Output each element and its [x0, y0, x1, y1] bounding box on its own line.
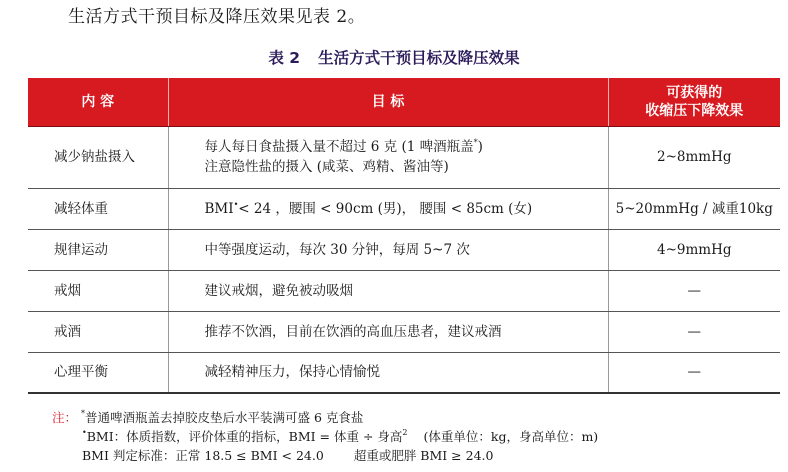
lifestyle-intervention-table	[28, 78, 780, 394]
table-row	[28, 270, 780, 311]
goal-bmi-text: < 24 ，腰围 < 90cm (男)， 腰围 < 85cm (女)	[238, 200, 533, 217]
row-effect: —	[608, 311, 780, 352]
table-header-row	[28, 78, 780, 126]
table-row	[28, 188, 780, 229]
note2-text: BMI：体质指数，评价体重的指标，BMI = 体重 ÷ 身高	[86, 429, 403, 444]
note-line-3	[52, 446, 598, 465]
footnote-marker-star: *	[473, 138, 478, 147]
row-content: 规律运动	[28, 229, 168, 270]
row-effect: 2~8mmHg	[608, 126, 780, 188]
note2-superscript: 2	[402, 428, 408, 437]
header-effect-line2: 收缩压下降效果	[645, 102, 744, 119]
note-line-2	[52, 427, 598, 446]
footnote-marker-dot: •	[233, 199, 239, 209]
row-goal: 中等强度运动，每次 30 分钟，每周 5~7 次	[168, 229, 608, 270]
header-content: 内 容	[28, 78, 168, 126]
note3-overweight: 超重或肥胖 BMI ≥ 24.0	[353, 448, 494, 463]
note1-marker: *	[81, 409, 86, 418]
notes-label: 注：	[52, 410, 78, 425]
table-row	[28, 126, 780, 188]
row-goal: 推荐不饮酒，目前在饮酒的高血压患者，建议戒酒	[168, 311, 608, 352]
row-goal	[168, 126, 608, 188]
table-notes	[52, 408, 598, 465]
row-content: 心理平衡	[28, 352, 168, 393]
row-effect: —	[608, 352, 780, 393]
note1-text: 普通啤酒瓶盖去掉胶皮垫后水平装满可盛 6 克食盐	[85, 410, 364, 425]
note2-units: (体重单位：kg，身高单位：m)	[423, 429, 599, 444]
table-row	[28, 352, 780, 393]
table-row	[28, 229, 780, 270]
row-goal-line1	[205, 137, 608, 157]
row-goal: 建议戒烟，避免被动吸烟	[168, 270, 608, 311]
goal-bmi-label: BMI	[204, 200, 234, 217]
table-row	[28, 311, 780, 352]
note3-standard: BMI 判定标准：正常 18.5 ≤ BMI < 24.0	[82, 448, 324, 463]
note-line-1	[52, 408, 598, 427]
row-effect: 5~20mmHg / 减重10kg	[608, 188, 780, 229]
row-content: 戒烟	[28, 270, 168, 311]
goal-line1-close: )	[477, 139, 483, 155]
row-content: 减轻体重	[28, 188, 168, 229]
header-effect	[608, 78, 780, 126]
goal-line1-text: 每人每日食盐摄入量不超过 6 克 (1 啤酒瓶盖	[204, 139, 474, 155]
row-goal: 减轻精神压力，保持心情愉悦	[168, 352, 608, 393]
row-goal-line2: 注意隐性盐的摄入 (咸菜、鸡精、酱油等)	[204, 159, 449, 175]
table-title: 生活方式干预目标及降压效果	[318, 49, 520, 67]
header-effect-line1: 可获得的	[666, 84, 723, 101]
note2-marker: •	[82, 428, 87, 437]
intro-text: 生活方式干预目标及降压效果见表 2。	[68, 7, 366, 27]
header-goal: 目 标	[168, 78, 608, 126]
row-effect: 4~9mmHg	[608, 229, 780, 270]
row-goal	[168, 188, 608, 229]
row-content: 减少钠盐摄入	[28, 126, 168, 188]
row-effect: —	[608, 270, 780, 311]
row-content: 戒酒	[28, 311, 168, 352]
table-caption	[0, 46, 788, 68]
table-number: 表 2	[268, 49, 301, 67]
